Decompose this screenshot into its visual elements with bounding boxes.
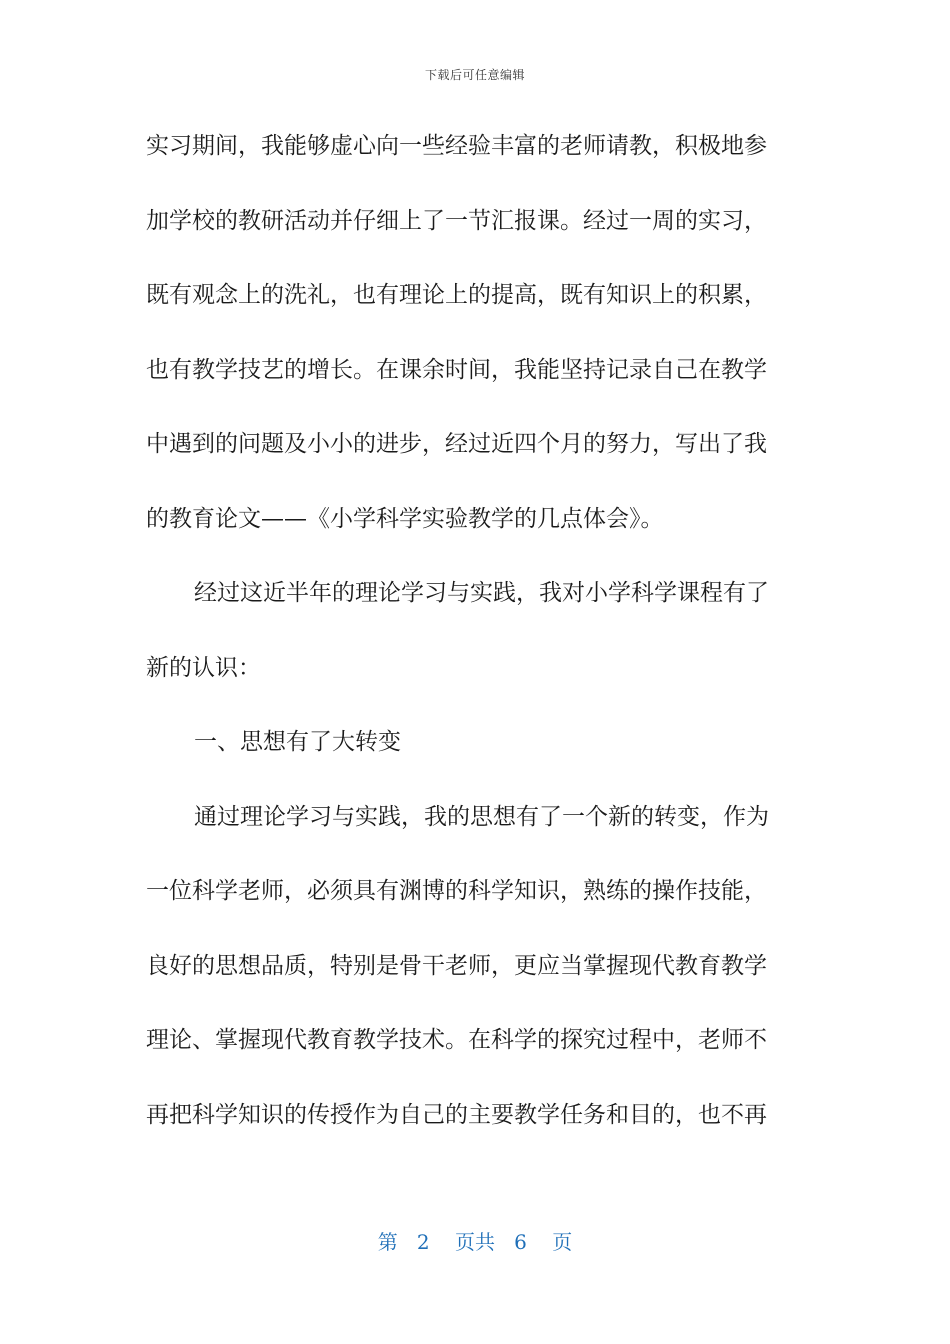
footer-middle: 页共 bbox=[455, 1230, 495, 1254]
total-pages-number: 6 bbox=[514, 1230, 527, 1254]
footer-suffix: 页 bbox=[552, 1230, 573, 1254]
body-line: 的教育论文——《小学科学实验教学的几点体会》。 bbox=[146, 506, 664, 532]
body-line: 也有教学技艺的增长。在课余时间，我能坚持记录自己在教学 bbox=[146, 357, 767, 383]
body-line: 加学校的教研活动并仔细上了一节汇报课。经过一周的实习， bbox=[146, 208, 767, 234]
paragraph-first-line: 通过理论学习与实践，我的思想有了一个新的转变，作为 bbox=[194, 804, 769, 830]
body-line: 中遇到的问题及小小的进步，经过近四个月的努力，写出了我 bbox=[146, 431, 767, 457]
paragraph-first-line: 经过这近半年的理论学习与实践，我对小学科学课程有了 bbox=[194, 580, 769, 606]
body-line: 实习期间，我能够虚心向一些经验丰富的老师请教，积极地参 bbox=[146, 133, 767, 159]
body-line: 良好的思想品质，特别是骨干老师，更应当掌握现代教育教学 bbox=[146, 953, 767, 979]
footer-prefix: 第 bbox=[377, 1230, 398, 1254]
body-line: 理论、掌握现代教育教学技术。在科学的探究过程中，老师不 bbox=[146, 1027, 767, 1053]
body-line: 新的认识： bbox=[146, 655, 261, 681]
current-page-number: 2 bbox=[416, 1230, 430, 1254]
page-footer bbox=[0, 1226, 950, 1255]
header-note: 下载后可任意编辑 bbox=[424, 68, 525, 82]
body-line: 既有观念上的洗礼，也有理论上的提高，既有知识上的积累， bbox=[146, 282, 767, 308]
section-heading: 一、思想有了大转变 bbox=[194, 729, 401, 755]
body-line: 一位科学老师，必须具有渊博的科学知识，熟练的操作技能， bbox=[146, 878, 767, 904]
body-line: 再把科学知识的传授作为自己的主要教学任务和目的，也不再 bbox=[146, 1102, 767, 1128]
